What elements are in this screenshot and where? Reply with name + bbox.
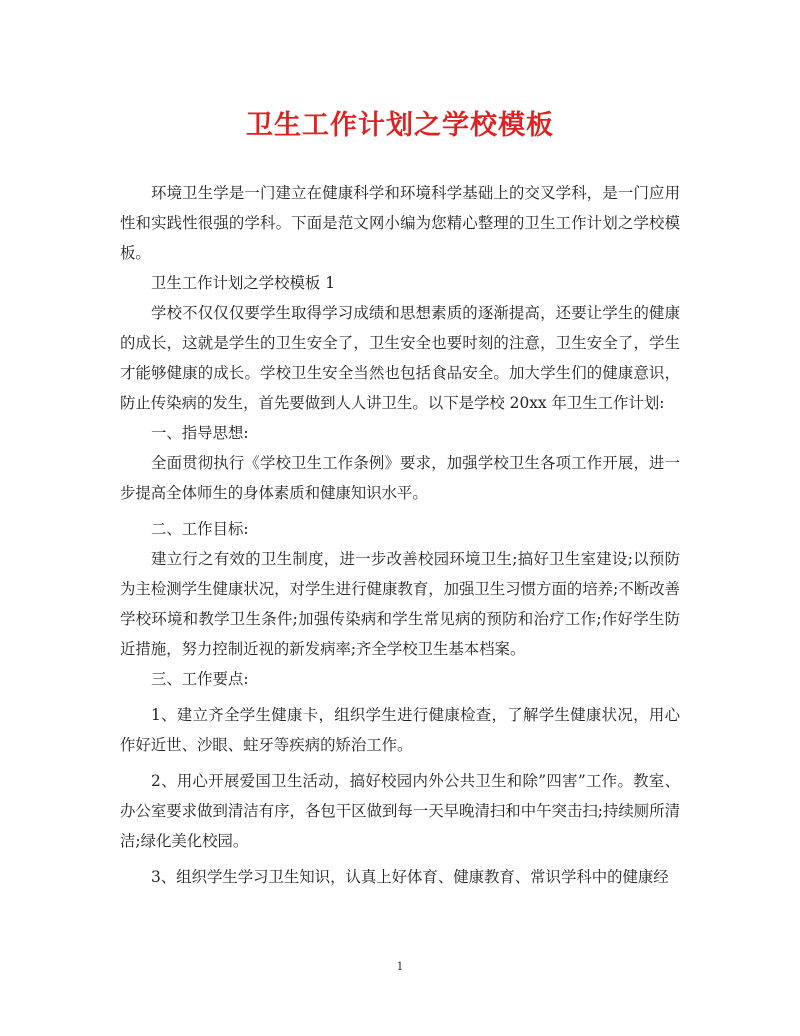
- list-item-point-3: 3、组织学生学习卫生知识，认真上好体育、健康教育、常识学科中的健康经: [151, 868, 669, 886]
- section-heading-work-points: 三、工作要点:: [151, 670, 249, 688]
- body-paragraph: 全面贯彻执行《学校卫生工作条例》要求，加强学校卫生各项工作开展，进一步提高全体师生的身体素质和健康知识水平。: [120, 454, 680, 502]
- intro-paragraph: 环境卫生学是一门建立在健康科学和环境科学基础上的交叉学科，是一门应用性和实践性很强的学科。下面是范文网小编为您精心整理的卫生工作计划之学校模板。: [120, 184, 680, 262]
- body-paragraph: 学校不仅仅仅要学生取得学习成绩和思想素质的逐渐提高，还要让学生的健康的成长，这就是学生的卫生安全了，卫生安全也要时刻的注意，卫生安全了，学生才能够健康的成长。学校卫生安全当然也包括食品安全。加大学生们的健康意识，防止传染病的发生，首先要做到人人讲卫生。以下是学校 20xx 年卫生工作计划:: [120, 304, 680, 412]
- list-item-point-2: 2、用心开展爱国卫生活动，搞好校园内外公共卫生和除”四害”工作。教室、办公室要求做到清洁有序，各包干区做到每一天早晚清扫和中午突击扫;持续厕所清洁;绿化美化校园。: [120, 772, 680, 850]
- list-item-point-1: 1、建立齐全学生健康卡，组织学生进行健康检查，了解学生健康状况，用心作好近世、沙眼、蛀牙等疾病的矫治工作。: [120, 706, 680, 754]
- document-body: [120, 178, 680, 892]
- section-heading-guiding-ideology: 一、指导思想:: [151, 424, 249, 442]
- document-title: 卫生工作计划之学校模板: [246, 110, 554, 141]
- body-paragraph: 建立行之有效的卫生制度，进一步改善校园环境卫生;搞好卫生室建设;以预防为主检测学生健康状况，对学生进行健康教育，加强卫生习惯方面的培养;不断改善学校环境和教学卫生条件;加强传染病和学生常见病的预防和治疗工作;作好学生防近措施，努力控制近视的新发病率;齐全学校卫生基本档案。: [120, 550, 680, 658]
- page-number: 1: [396, 960, 404, 973]
- section-heading-template-1: 卫生工作计划之学校模板 1: [151, 274, 335, 292]
- section-heading-work-goals: 二、工作目标:: [151, 520, 249, 538]
